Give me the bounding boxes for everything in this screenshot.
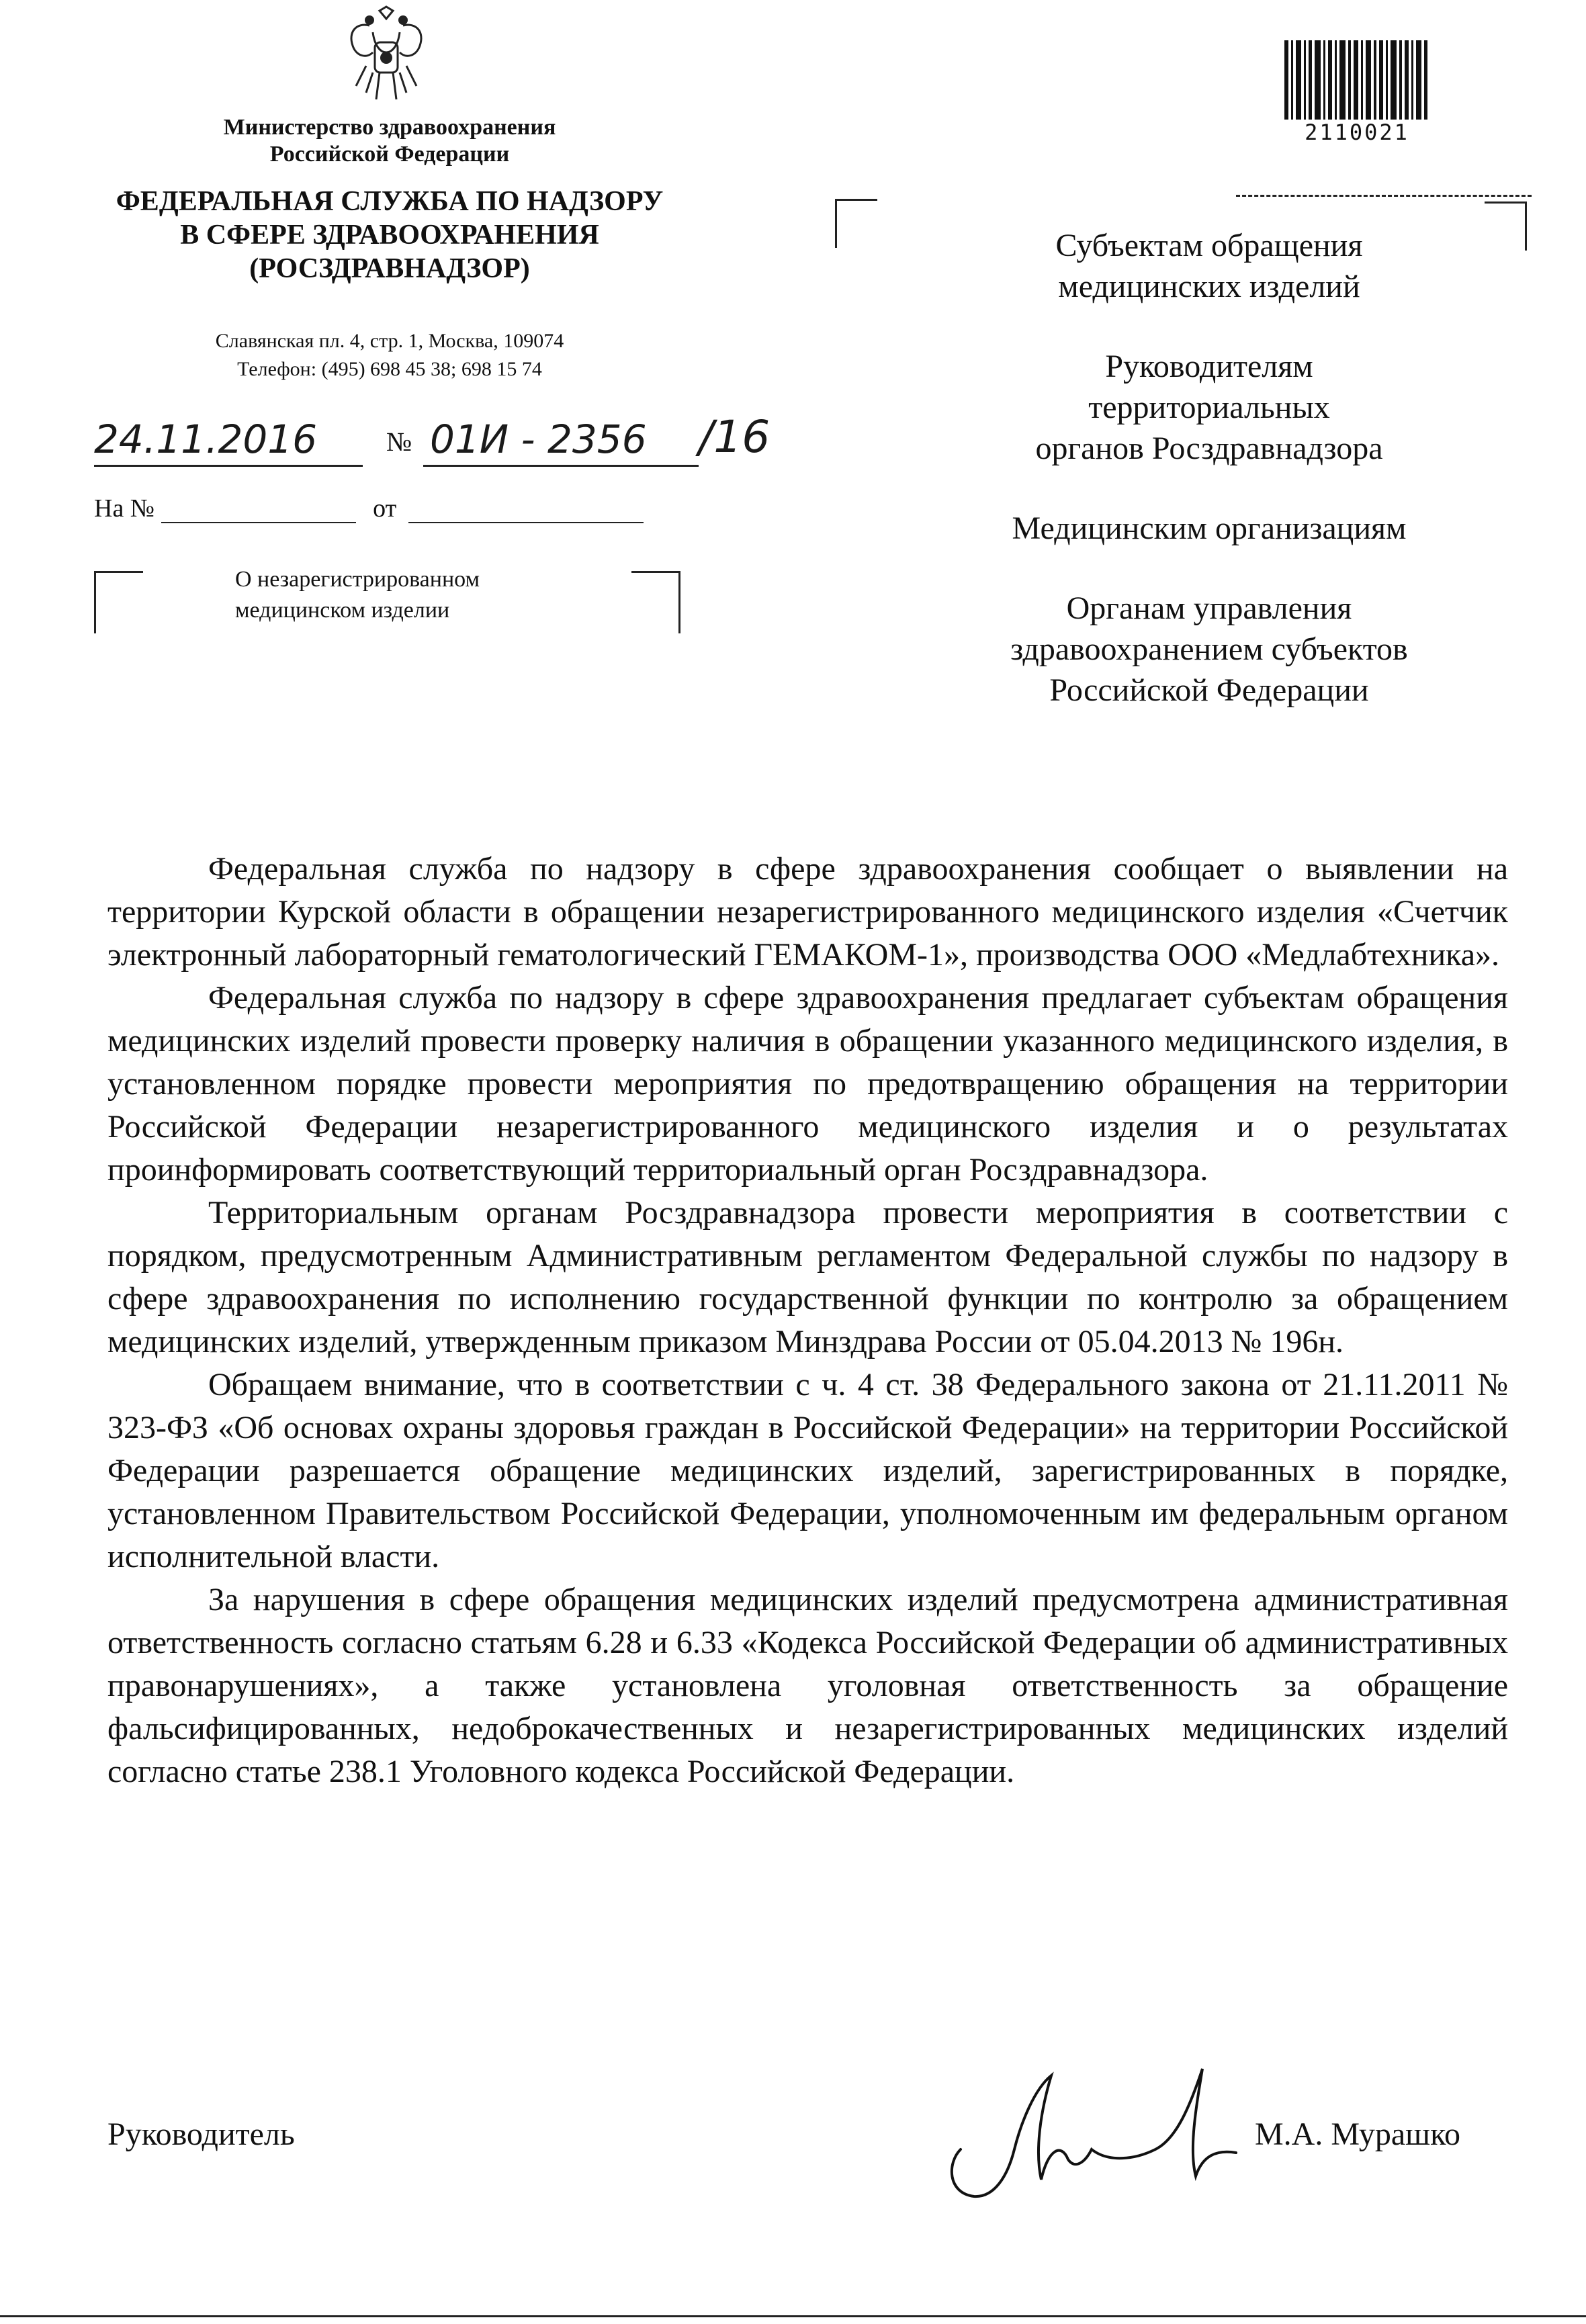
ministry-line-2: Российской Федерации xyxy=(269,142,510,167)
subject-bracket-right xyxy=(631,571,680,633)
registration-line xyxy=(94,411,799,484)
registration-date: 24.11.2016 xyxy=(94,416,318,462)
addressee-bracket-left xyxy=(835,199,877,248)
subject-line-1: О незарегистрированном xyxy=(235,567,480,592)
service-line-3: (РОСЗДРАВНАДЗОР) xyxy=(249,253,530,284)
body-paragraph: Федеральная служба по надзору в сфере здравоохранения сообщает о выявлении на территории Курской области в обращении незарегистрированного медицинского изделия «Счетчик электронный лабораторный гематологический ГЕМАКОМ-1», производства ООО «Медлабтехника». xyxy=(107,851,1508,973)
letter-body xyxy=(107,848,1508,1793)
addressee-line: территориальных xyxy=(1088,390,1330,425)
date-underline xyxy=(94,465,363,467)
addressee-line: здравоохранением субъектов xyxy=(1010,631,1408,667)
addressee-line: органов Росздравнадзора xyxy=(1035,431,1383,466)
reply-reference-line xyxy=(94,494,699,523)
addressee-dash-line xyxy=(1236,195,1532,197)
addressee-line: Российской Федерации xyxy=(1049,672,1369,708)
addressee-line: Медицинским организациям xyxy=(1012,510,1407,546)
phone-line: Телефон: (495) 698 45 38; 698 15 74 xyxy=(237,358,542,380)
body-paragraph: Территориальным органам Росздравнадзора провести мероприятия в соответствии с порядком, предусмотренным Административным регламентом Федеральной службы по надзору в сфере здравоохранения по исполнению государственной функции по контролю за обращением медицинских изделий, утвержденным приказом Минздрава России от 05.04.2013 № 196н. xyxy=(107,1195,1508,1359)
reply-label: На № xyxy=(94,494,155,523)
addressee-group-3 xyxy=(907,508,1511,549)
addressee-block xyxy=(907,225,1511,750)
subject-line-2: медицинском изделии xyxy=(235,598,450,623)
service-line-2: В СФЕРЕ ЗДРАВООХРАНЕНИЯ xyxy=(180,220,599,251)
address-line: Славянская пл. 4, стр. 1, Москва, 109074 xyxy=(215,330,564,352)
signatory-title: Руководитель xyxy=(107,2116,295,2152)
service-line-1: ФЕДЕРАЛЬНАЯ СЛУЖБА ПО НАДЗОРУ xyxy=(116,186,664,217)
service-name xyxy=(87,185,692,285)
ministry-name xyxy=(161,114,618,168)
addressee-group-1 xyxy=(907,225,1511,307)
body-paragraph: Обращаем внимание, что в соответствии с ч. 4 ст. 38 Федерального закона от 21.11.2011 № 323-ФЗ «Об основах охраны здоровья граждан в Российской Федерации» на территории Российской Федерации разрешается обращение медицинских изделий, зарегистрированных в порядке, установленном Правительством Российской Федерации, уполномоченным им федеральным органом исполнительной власти. xyxy=(107,1367,1508,1574)
subject-bracket-left xyxy=(94,571,143,633)
bottom-border-line xyxy=(0,2315,1586,2317)
addressee-group-2 xyxy=(907,346,1511,469)
coat-of-arms-icon xyxy=(343,5,430,106)
addressee-line: Субъектам обращения xyxy=(1055,228,1363,263)
from-label: от xyxy=(373,494,397,523)
registration-number: 01И - 2356 xyxy=(430,416,647,462)
addressee-line: Руководителям xyxy=(1105,349,1313,384)
registration-number-suffix: /16 xyxy=(699,411,770,463)
addressee-group-4 xyxy=(907,588,1511,711)
body-paragraph: За нарушения в сфере обращения медицинских изделий предусмотрена административная ответственность согласно статьям 6.28 и 6.33 «Кодекса Российской Федерации об административных правонарушениях», а также установлена уголовная ответственность за обращение фальсифицированных, недоброкачественных и незарегистрированных медицинских изделий согласно статье 238.1 Уголовного кодекса Российской Федерации. xyxy=(107,1582,1508,1789)
number-underline xyxy=(423,465,699,467)
number-sign: № xyxy=(386,427,412,457)
reply-date-blank xyxy=(408,496,644,523)
reply-number-blank xyxy=(161,496,356,523)
signatory-name: М.А. Мурашко xyxy=(1255,2116,1460,2152)
addressee-line: медицинских изделий xyxy=(1058,269,1360,304)
body-paragraph: Федеральная служба по надзору в сфере здравоохранения предлагает субъектам обращения медицинских изделий провести проверку наличия в обращении указанного медицинского изделия, в установленном порядке провести мероприятия по предотвращению обращения на территории Российской Федерации незарегистрированного медицинского изделия и о результатах проинформировать соответствующий территориальный орган Росздравнадзора. xyxy=(107,980,1508,1188)
letter-subject xyxy=(235,564,605,626)
ministry-line-1: Министерство здравоохранения xyxy=(223,115,556,140)
barcode xyxy=(1283,34,1431,128)
addressee-line: Органам управления xyxy=(1066,590,1352,626)
handwritten-signature xyxy=(934,2049,1270,2203)
barcode-number: 2110021 xyxy=(1305,120,1409,145)
service-address xyxy=(121,327,658,384)
